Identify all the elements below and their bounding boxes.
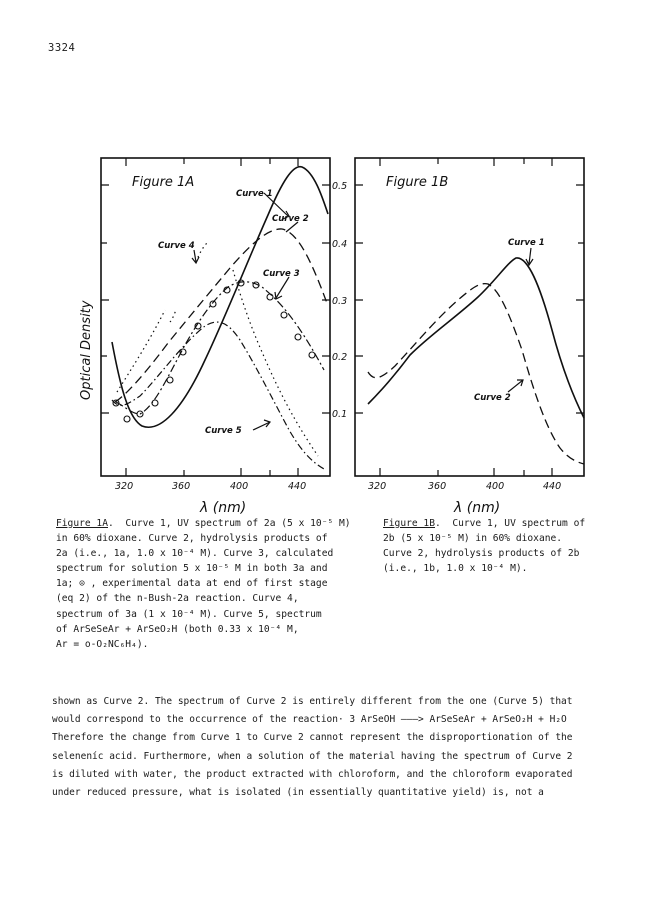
figure-1b-curve-2 [368,284,584,464]
figure-1a-top-ticks [126,158,298,166]
figure-1b-curve-2-arrow [508,380,523,392]
figure-1a-curve-2-label: Curve 2 [272,214,309,224]
caption-a-line: of ArSeSeAr + ArSeO₂H (both 0.33 x 10⁻⁴ M, [56,623,299,635]
caption-a-line: Curve 1, UV spectrum of 2a (5 x 10⁻⁵ M) [125,518,351,529]
body-line: shown as Curve 2. The spectrum of Curve 2 is entirely different from the one (Curve 5) that [52,696,573,707]
y-tick-0-1: 0.1 [332,409,348,420]
caption-a-line: spectrum of 3a (1 x 10⁻⁴ M). Curve 5, spectrum [56,608,322,620]
figure-1a-caption: Figure 1A. Curve 1, UV spectrum of 2a (5 x 10⁻⁵ M) in 60% dioxane. Curve 2, hydrolysis products of 2a (i.e., 1a, 1.0 x 10⁻⁴ M). Curve 3, calculated spectrum for solution 5 x 10⁻⁵ M in both 3a and 1a; ⊙ , experimental data at end of first stage (eq 2) of the n-Bush-2a reaction. Curve 4, spectrum of 3a (1 x 10⁻⁴ M). Curve 5, spectrum of ArSeSeAr + ArSeO₂H (both 0.33 x 10⁻⁴ M, Ar = o-O₂NC₆H₄). [56,516,351,652]
figure-1b-text [368,175,561,516]
figure-1a-left-ticks [101,185,109,413]
y-tick-0-5: 0.5 [332,181,348,192]
caption-a-line: in 60% dioxane. Curve 2, hydrolysis products of [56,533,328,545]
figure-1b-title: Figure 1B [386,175,449,190]
figure-1a-x-tick-360: 360 [172,481,191,492]
figure-1a-curve-3 [116,282,324,414]
body-line: seleneníc acid. Furthermore, when a solution of the material having the spectrum of Curve 2 [52,750,573,762]
caption-b-line: (i.e., 1b, 1.0 x 10⁻⁴ M). [383,563,528,575]
figure-1a-caption-label: Figure 1A [56,518,108,529]
caption-b-line: 2b (5 x 10⁻⁵ M) in 60% dioxane. [383,533,563,545]
figure-1b-top-ticks [380,158,552,166]
figure-1b-frame [355,158,584,476]
figure-1b-caption-label: Figure 1B [383,518,435,529]
figure-1b-curve-1-label: Curve 1 [508,238,545,248]
figure-1b-left-ticks [355,185,363,413]
figure-1a-x-tick-320: 320 [115,481,134,492]
caption-b-line: Curve 1, UV spectrum of [452,518,586,529]
figure-1b-bottom-ticks [380,468,552,476]
caption-a-line: spectrum for solution 5 x 10⁻⁵ M in both 3a and [56,563,328,575]
y-tick-0-3: 0.3 [332,296,348,307]
figure-1a-bottom-ticks [126,468,298,476]
figure-1b-panel [355,158,584,476]
y-tick-0-2: 0.2 [332,352,348,363]
y-axis-label: Optical Density [79,300,94,400]
figure-1b-curve-2-label: Curve 2 [474,393,511,403]
body-line: Therefore the change from Curve 1 to Curve 2 cannot represent the disproportionation of the [52,732,573,744]
figure-1a-curve-4-label: Curve 4 [158,241,195,251]
caption-b-line: Curve 2, hydrolysis products of 2b [383,548,580,560]
figure-1a-curve-3-arrow [276,277,289,298]
figure-1a-curve-1-label: Curve 1 [236,189,273,199]
y-tick-0-4: 0.4 [332,239,348,250]
figure-1b-x-tick-360: 360 [428,481,447,492]
caption-a-line: (eq 2) of the n-Bush-2a reaction. Curve 4, [56,593,299,605]
page-number: 3324 [48,42,76,54]
figure-1a-x-tick-400: 400 [230,481,249,492]
figure-1b-right-ticks [576,185,584,413]
figure-1a-curve-1 [112,167,328,428]
figure-1a-curve-2 [115,229,328,402]
figure-1a-x-tick-440: 440 [288,481,307,492]
body-line: is diluted with water, the product extracted with chloroform, and the chloroform evaporated [52,768,573,780]
caption-a-line: Ar = o-O₂NC₆H₄). [56,638,149,650]
figure-1b-x-tick-320: 320 [368,481,387,492]
body-text [52,693,572,802]
figure-1a-curve-5 [112,322,326,470]
figure-1a-curve-3-label: Curve 3 [263,269,300,279]
figure-1b-caption: Figure 1B. Curve 1, UV spectrum of 2b (5 x 10⁻⁵ M) in 60% dioxane. Curve 2, hydrolysis products of 2b (i.e., 1b, 1.0 x 10⁻⁴ M). [383,516,585,576]
figure-1b-x-tick-400: 400 [486,481,505,492]
caption-a-line: 1a; ⊙ , experimental data at end of first stage [56,578,328,590]
figure-1a-title: Figure 1A [132,175,195,190]
figure-1b-x-label: λ (nm) [454,500,501,516]
figure-1a-x-label: λ (nm) [200,500,247,516]
body-line: under reduced pressure, what is isolated (in essentially quantitative yield) is, not a [52,786,544,798]
caption-a-line: 2a (i.e., 1a, 1.0 x 10⁻⁴ M). Curve 3, calculated [56,548,334,560]
y-tick-labels [332,181,347,420]
figure-1b-x-tick-440: 440 [543,481,562,492]
body-line: would correspond to the occurrence of the reaction· 3 ArSeOH ———> ArSeSeAr + ArSeO₂H + H₂O [52,714,567,726]
figure-1a-curve-5-label: Curve 5 [205,426,242,436]
